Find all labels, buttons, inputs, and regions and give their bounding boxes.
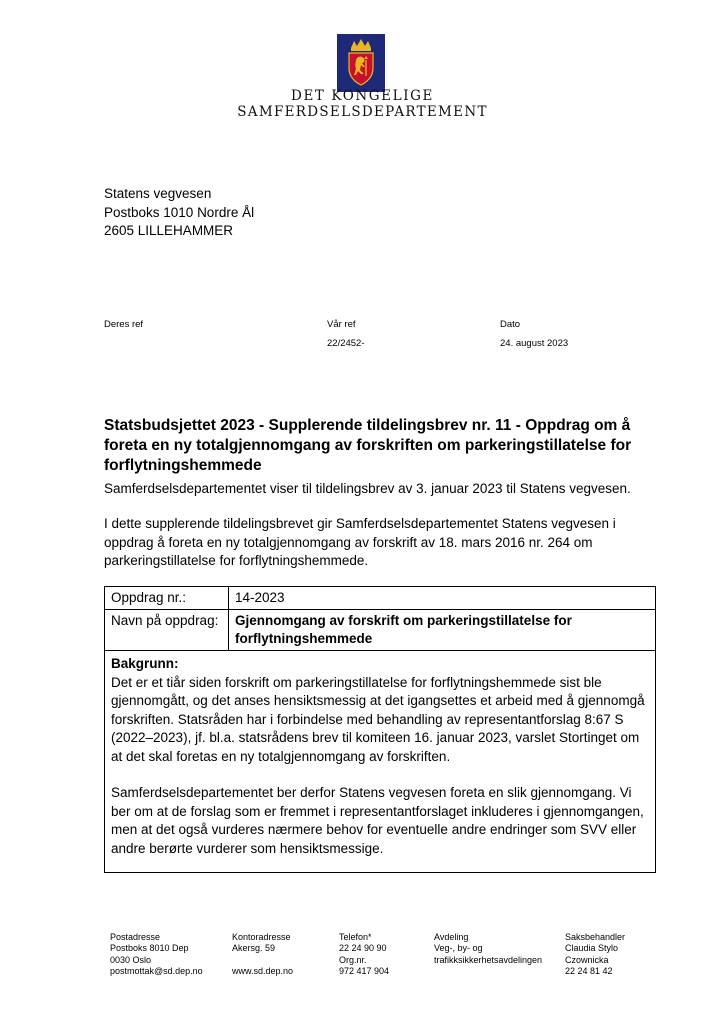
footer-case-handler <box>565 932 625 977</box>
footer-case-handler-name2: Czownicka <box>565 954 609 965</box>
recipient-name: Statens vegvesen <box>104 186 212 201</box>
footer-postal-address <box>110 932 203 977</box>
footer-orgnr-label: Org.nr. <box>339 954 367 965</box>
footer-phone-label: Telefon* <box>339 932 372 942</box>
footer-case-handler-name1: Claudia Stylo <box>565 943 619 954</box>
var-ref-value: 22/2452- <box>327 338 365 349</box>
footer-postal-line1: Postboks 8010 Dep <box>110 943 189 954</box>
date-label: Dato <box>500 319 521 330</box>
assignment-number-row <box>105 587 655 610</box>
deres-ref-label: Deres ref <box>104 319 144 330</box>
footer-case-handler-label: Saksbehandler <box>565 932 626 942</box>
var-ref-label: Vår ref <box>327 319 356 330</box>
footer-department-label: Avdeling <box>434 932 469 942</box>
assignment-background <box>105 651 655 872</box>
date-value: 24. august 2023 <box>500 338 569 349</box>
background-heading: Bakgrunn: <box>111 656 179 671</box>
assignment-number-value: 14-2023 <box>235 590 285 605</box>
assignment-name-label: Navn på oppdrag: <box>105 610 229 650</box>
assignment-name-row <box>105 610 655 651</box>
assignment-paragraph: I dette supplerende tildelingsbrevet gir Samferdselsdepartementet Statens vegvesen i oppdrag å foreta en ny totalgjennomgang av forskrift av 18. mars 2016 nr. 264 om parkeringstillatelse for forflytningshemmede. <box>104 516 616 568</box>
background-paragraph-1: Det er et tiår siden forskrift om parkeringstillatelse for forflytningshemmede sist ble gjennomgått, og det anses hensiktsmessig at det igangsettes et arbeid med å gjennomgå forskriften. Statsråden har i forbindelse med behandling av representantforslag 8:67 S (2022–2023), jf. bl.a. statsrådens brev til komiteen 16. januar 2023, varslet Stortinget om at det skal foretas en ny totalgjennomgang av forskriften. <box>111 674 645 764</box>
recipient-address <box>104 185 254 241</box>
footer-phone <box>339 932 389 977</box>
footer-email: postmottak@sd.dep.no <box>110 965 203 976</box>
footer-department-line1: Veg-, by- og <box>434 943 483 954</box>
assignment-table <box>104 586 656 873</box>
letter-title: Statsbudsjettet 2023 - Supplerende tildelingsbrev nr. 11 - Oppdrag om å foreta en ny totalgjennomgang av forskriften om parkeringstillatelse for forflytningshemmede <box>104 417 632 474</box>
background-paragraph-2: Samferdselsdepartementet ber derfor Statens vegvesen foreta en slik gjennomgang. Vi ber om at de forslag som er fremmet i representantforslaget inkluderes i gjennomgangen, men at det også vurderes nærmere behov for eventuelle andre endringer som SVV eller andre berørte vurderer som hensiktsmessige. <box>111 785 644 856</box>
coat-of-arms-icon <box>337 34 385 92</box>
footer-orgnr-value: 972 417 904 <box>339 965 390 976</box>
footer-postal-label: Postadresse <box>110 932 161 942</box>
recipient-city: 2605 LILLEHAMMER <box>104 223 234 238</box>
footer-office-address <box>232 932 293 977</box>
footer-postal-line2: 0030 Oslo <box>110 954 152 965</box>
footer-department-line2: trafikksikkerhetsavdelingen <box>434 954 543 965</box>
recipient-street: Postboks 1010 Nordre Ål <box>104 204 255 220</box>
footer-department <box>434 932 542 966</box>
footer-website: www.sd.dep.no <box>232 965 294 976</box>
footer-office-label: Kontoradresse <box>232 932 291 942</box>
assignment-number-label: Oppdrag nr.: <box>105 587 229 609</box>
department-name-line1: DET KONGELIGE <box>291 88 434 104</box>
department-name-line2: SAMFERDSELSDEPARTEMENT <box>237 104 488 120</box>
footer-case-handler-phone: 22 24 81 42 <box>565 965 613 976</box>
intro-paragraph: Samferdselsdepartementet viser til tildelingsbrev av 3. januar 2023 til Statens vegvesen. <box>104 481 631 496</box>
footer-office-line1: Akersg. 59 <box>232 943 276 954</box>
footer-phone-number: 22 24 90 90 <box>339 943 387 954</box>
assignment-name-value: Gjennomgang av forskrift om parkeringstillatelse for forflytningshemmede <box>235 613 572 646</box>
footer-office-spacer <box>232 955 293 966</box>
